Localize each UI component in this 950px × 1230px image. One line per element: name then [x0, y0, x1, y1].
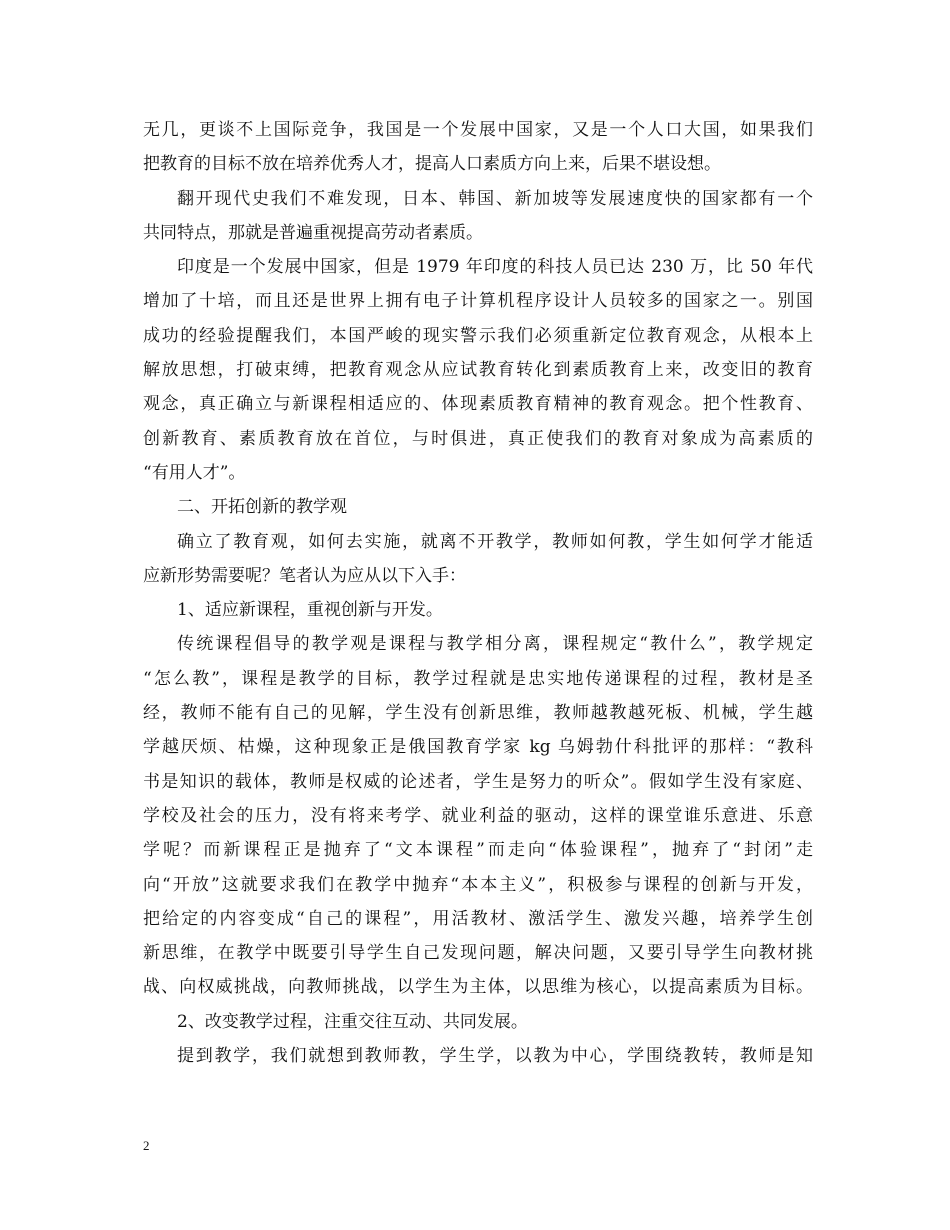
- text-line: 把教育的目标不放在培养优秀人才，提高人口素质方向上来，后果不堪设想。: [143, 154, 721, 175]
- text-line: 观念，真正确立与新课程相适应的、体现素质教育精神的教育观念。把个性教育、: [143, 394, 813, 415]
- text-line: 无几，更谈不上国际竞争，我国是一个发展中国家，又是一个人口大国，如果我们: [143, 120, 813, 140]
- text-line: 提到教学，我们就想到教师教，学生学，以教为中心，学围绕教转，教师是知: [177, 1046, 813, 1067]
- body-text: [143, 113, 813, 1073]
- text-line: 新思维，在教学中既要引导学生自己发现问题，解决问题，又要引导学生向教材挑: [143, 943, 813, 964]
- text-line: 2、改变教学过程，注重交往互动、共同发展。: [177, 1011, 528, 1032]
- text-line: 战、向权威挑战，向教师挑战，以学生为主体，以思维为核心，以提高素质为目标。: [143, 977, 813, 998]
- text-line: 创新教育、素质教育放在首位，与时俱进，真正使我们的教育对象成为高素质的: [143, 428, 813, 449]
- text-line: “怎么教”，课程是教学的目标，教学过程就是忠实地传递课程的过程，教材是圣: [143, 668, 813, 689]
- text-line: 增加了十培，而且还是世界上拥有电子计算机程序设计人员较多的国家之一。别国: [143, 291, 813, 312]
- text-line: “有用人才”。: [143, 462, 246, 483]
- text-line: 共同特点，那就是普遍重视提高劳动者素质。: [143, 222, 483, 243]
- text-line: 向“开放”这就要求我们在教学中抛弃“本本主义”，积极参与课程的创新与开发，: [143, 874, 813, 895]
- text-line: 确立了教育观，如何去实施，就离不开教学，教师如何教，学生如何学才能适: [177, 531, 813, 552]
- text-line: 解放思想，打破束缚，把教育观念从应试教育转化到素质教育上来，改变旧的教育: [143, 360, 813, 381]
- text-line: 学越厌烦、枯燥，这种现象正是俄国教育学家 kg 乌姆勃什科批评的那样：“教科: [143, 737, 813, 758]
- text-line: 1、适应新课程，重视创新与开发。: [177, 600, 443, 621]
- text-line: 应新形势需要呢？笔者认为应从以下入手：: [143, 565, 466, 586]
- text-line: 印度是一个发展中国家，但是 1979 年印度的科技人员已达 230 万，比 50 年代: [177, 257, 813, 278]
- text-line: 传统课程倡导的教学观是课程与教学相分离，课程规定“教什么”，教学规定: [177, 634, 813, 655]
- text-line: 经，教师不能有自己的见解，学生没有创新思维，教师越教越死板、机械，学生越: [143, 703, 813, 724]
- page-number: 2: [143, 1138, 150, 1153]
- text-line: 学呢？而新课程正是抛弃了“文本课程”而走向“体验课程”，抛弃了“封闭”走: [143, 840, 813, 861]
- text-line: 书是知识的载体，教师是权威的论述者，学生是努力的听众”。假如学生没有家庭、: [143, 771, 813, 792]
- text-line: 把给定的内容变成“自己的课程”，用活教材、激活学生、激发兴趣，培养学生创: [143, 908, 813, 929]
- text-line: 翻开现代史我们不难发现，日本、韩国、新加坡等发展速度快的国家都有一个: [177, 188, 813, 209]
- text-line: 学校及社会的压力，没有将来考学、就业利益的驱动，这样的课堂谁乐意进、乐意: [143, 805, 813, 826]
- text-line: 二、开拓创新的教学观: [177, 497, 347, 518]
- text-line: 成功的经验提醒我们，本国严峻的现实警示我们必须重新定位教育观念，从根本上: [143, 325, 813, 346]
